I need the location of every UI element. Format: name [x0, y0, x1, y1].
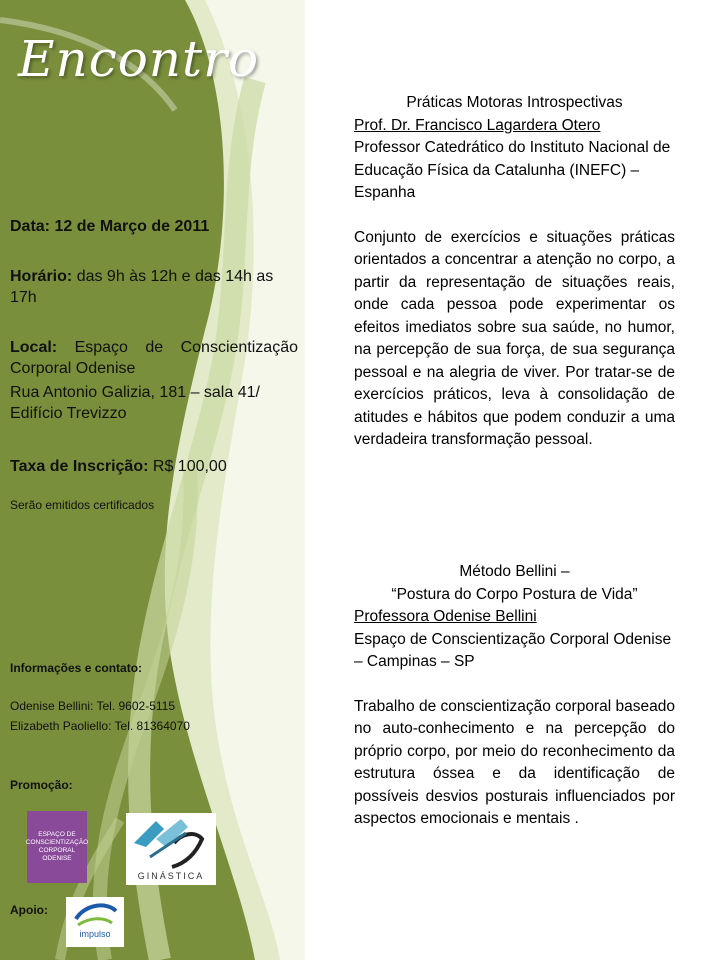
support-label: Apoio:	[10, 903, 48, 917]
impulso-logo-graphic	[66, 897, 124, 947]
fee-value: R$ 100,00	[152, 458, 227, 475]
fee-line	[10, 456, 298, 477]
ginastica-logo-graphic	[126, 813, 216, 885]
section2-affiliation: Espaço de Conscientização Corporal Odenise – Campinas – SP	[354, 630, 672, 670]
section1-title: Práticas Motoras Introspectivas	[406, 94, 623, 111]
contact-heading: Informações e contato:	[10, 661, 143, 675]
place-value: Espaço de Conscientização Corporal Odenise	[10, 339, 298, 377]
ginastica-logo-text: GINÁSTICA	[137, 871, 205, 881]
espaco-logo	[27, 811, 87, 883]
section1-presenter: Prof. Dr. Francisco Lagardera Otero	[354, 116, 601, 134]
certificates-note: Serão emitidos certificados	[10, 498, 155, 512]
section2-subtitle: “Postura do Corpo Postura de Vida”	[391, 585, 638, 603]
time-label: Horário:	[10, 268, 73, 285]
time-value: das 9h às 12h e das 14h as 17h	[10, 268, 274, 306]
section-praticas	[354, 92, 675, 452]
section1-affiliation: Professor Catedrático do Instituto Nacional de Educação Física da Catalunha (INEFC) – Espanha	[354, 139, 671, 201]
fee-label: Taxa de Inscrição:	[10, 458, 149, 475]
section2-body: Trabalho de conscientização corporal baseado no auto-conhecimento e na percepção do próprio corpo, por meio do reconhecimento da estrutura óssea e da identificação de possíveis desvios posturais influenciados por aspectos emocionais e mentais .	[354, 697, 675, 827]
ginastica-logo	[126, 813, 216, 885]
impulso-logo-text: impulso	[79, 929, 111, 939]
address: Rua Antonio Galizia, 181 – sala 41/ Edifício Trevizzo	[10, 384, 260, 422]
date-value: 12 de Março de 2011	[54, 218, 210, 235]
section-bellini	[354, 561, 675, 831]
contact-line-1: Odenise Bellini: Tel. 9602-5115	[10, 699, 175, 713]
contact-line-2: Elizabeth Paoliello: Tel. 81364070	[10, 719, 190, 733]
page-title: Encontro	[18, 30, 260, 88]
impulso-logo	[66, 897, 124, 947]
espaco-logo-text: ESPAÇO DE CONSCIENTIZAÇÃO CORPORAL ODENISE	[25, 831, 89, 862]
date-label: Data:	[10, 218, 51, 235]
date-line	[10, 216, 298, 237]
promo-label: Promoção:	[10, 778, 73, 792]
left-panel	[0, 0, 305, 960]
section2-title: Método Bellini –	[459, 563, 570, 580]
section1-body: Conjunto de exercícios e situações práticas orientados a concentrar a atenção no corpo, a partir da representação de situações reais, onde cada pessoa pode experimentar os efeitos imediatos sobre sua saúde, no humor, na percepção de sua força, de sua segurança pessoal e na alegria de viver. Por tratar-se de exercícios práticos, leva à consolidação de atitudes e hábitos que podem conduzir a uma verdadeira transformação pessoal.	[354, 228, 675, 448]
place-label: Local:	[10, 339, 58, 356]
place-line	[10, 337, 298, 379]
section2-presenter: Professora Odenise Bellini	[354, 608, 537, 625]
time-line	[10, 266, 298, 308]
